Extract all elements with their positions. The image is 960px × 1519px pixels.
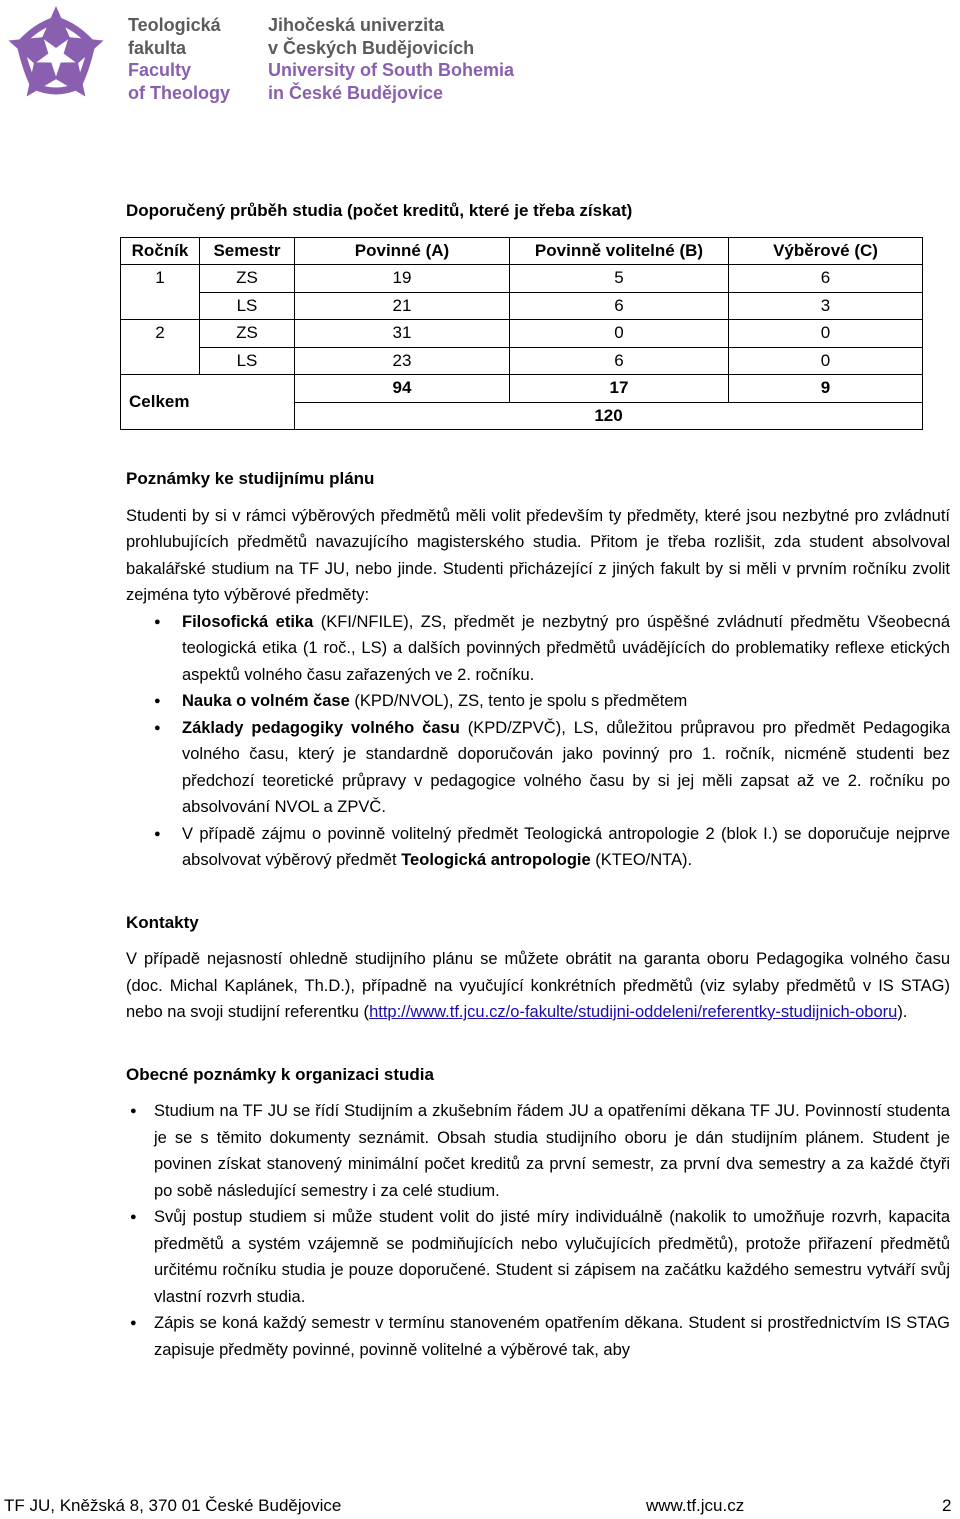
list-item	[126, 688, 950, 715]
uni-cz-line2: v Českých Budějovicích	[268, 37, 475, 58]
th-semestr: Semestr	[200, 237, 295, 265]
contacts-title: Kontakty	[126, 912, 199, 932]
cell-b: 6	[510, 292, 729, 320]
cell-c: 0	[729, 320, 923, 348]
th-rocnik: Ročník	[121, 237, 200, 265]
cell-semester: LS	[200, 347, 295, 375]
cell-a: 21	[295, 292, 510, 320]
cell-semester: ZS	[200, 265, 295, 293]
subject-note: (KTEO/NTA).	[590, 851, 693, 869]
page-number: 2	[942, 1496, 952, 1515]
contacts-text-end: ).	[897, 1003, 908, 1021]
cell-a: 31	[295, 320, 510, 348]
faculty-name	[128, 14, 230, 104]
total-c: 9	[729, 375, 923, 403]
total-a: 94	[295, 375, 510, 403]
list-item: ● Studium na TF JU se řídí Studijním a zkušebním řádem JU a opatřeními děkana TF JU. Povinností studenta je se s těmito dokumenty seznámit. Obsah studia studijního oboru je dán studijním plánem. Student je povinen získat stanovený minimální počet kreditů za první semestr, za první dva semestry a za každé čtyři po sobě následující semestry i za celé studium.	[126, 1098, 950, 1204]
table-row	[121, 347, 923, 375]
cell-semester: ZS	[200, 320, 295, 348]
contacts-text: V případě nejasností ohledně studijního plánu se můžete obrátit na garanta oboru Pedagogika volného času (doc. Michal Kaplánek, Th.D.), případně na vyučující konkrétních předmětů (viz sylaby předmětů v IS STAG) nebo na svoji studijní referentku (	[126, 950, 950, 1021]
faculty-en-line1: Faculty	[128, 60, 192, 80]
subject-name: Teologická antropologie	[401, 851, 591, 869]
cell-b: 6	[510, 347, 729, 375]
table-row	[121, 320, 923, 348]
cell-year	[121, 347, 200, 375]
footer-address: TF JU, Kněžská 8, 370 01 České Budějovice	[4, 1496, 342, 1515]
subject-note: (KPD/ZPVČ), LS, důležitou průpravou pro předmět Pedagogika volného času, který je standardně doporučován jako povinný pro 1. ročník, nicméně studenti bez předchozí teoretické průpravy v pedagogice volného času by si jej měli zapsat až ve 2. ročníku po absolvování NVOL a ZPVČ.	[182, 718, 951, 816]
subject-note: (KFI/NFILE), ZS, předmět je nezbytný pro úspěšné zvládnutí předmětu Všeobecná teologická etika (1 roč., LS) a dalších povinných předmětů uvádějících do problematiky reflexe etických aspektů volného času zařazených ve 2. ročníku.	[182, 612, 950, 684]
flower-logo-icon	[0, 2, 112, 106]
general-title: Obecné poznámky k organizaci studia	[126, 1064, 434, 1084]
cell-b: 0	[510, 320, 729, 348]
cell-a: 19	[295, 265, 510, 293]
subject-name: Nauka o volném čase	[182, 692, 350, 710]
faculty-cz-line2: fakulta	[128, 37, 187, 58]
contacts-paragraph	[126, 946, 950, 1026]
cell-year	[121, 292, 200, 320]
cell-c: 6	[729, 265, 923, 293]
th-povinne: Povinné (A)	[295, 237, 510, 265]
total-row	[121, 375, 923, 403]
subject-note: (KPD/NVOL), ZS, tento je spolu s předmětem	[349, 692, 688, 710]
faculty-en-line2: of Theology	[128, 82, 230, 103]
study-plan-table	[120, 237, 923, 431]
total-b: 17	[510, 375, 729, 403]
faculty-cz-line1: Teologická	[128, 15, 221, 35]
footer-web: www.tf.jcu.cz	[646, 1496, 745, 1515]
subject-name: Základy pedagogiky volného času	[182, 718, 460, 737]
list-item	[126, 715, 950, 821]
table-row	[121, 265, 923, 293]
subject-note: V případě zájmu o povinně volitelný předmět Teologická antropologie 2 (blok I.) se doporučuje nejprve absolvovat výběrový předmět	[182, 824, 950, 869]
list-item	[126, 609, 950, 689]
uni-en-line1: University of South Bohemia	[268, 60, 515, 80]
notes-paragraph: Studenti by si v rámci výběrových předmětů měli volit především ty předměty, které jsou nezbytné pro zvládnutí prohlubujících předmětů navazujícího magisterského studia. Přitom je třeba rozlišit, zda student absolvoval bakalářské studium na TF JU, nebo jinde. Studenti přicházející z jiných fakult by si měli v prvním ročníku zvolit zejména tyto výběrové předměty:	[126, 506, 950, 604]
notes-title: Poznámky ke studijnímu plánu	[126, 469, 375, 488]
uni-cz-line1: Jihočeská univerzita	[268, 15, 445, 35]
uni-en-line2: in České Budějovice	[268, 82, 444, 103]
subject-name: Filosofická etika	[182, 612, 314, 631]
list-item	[126, 821, 950, 874]
total-label: Celkem	[121, 375, 295, 430]
cell-c: 3	[729, 292, 923, 320]
referent-link[interactable]: http://www.tf.jcu.cz/o-fakulte/studijni-oddeleni/referentky-studijnich-oboru	[369, 1003, 898, 1021]
university-name	[268, 14, 514, 104]
notes-list	[126, 609, 950, 874]
cell-b: 5	[510, 265, 729, 293]
general-list	[126, 1098, 950, 1363]
cell-a: 23	[295, 347, 510, 375]
th-vyberove: Výběrové (C)	[729, 237, 923, 265]
cell-year: 2	[121, 320, 200, 348]
table-row	[121, 292, 923, 320]
plan-title: Doporučený průběh studia (počet kreditů, které je třeba získat)	[126, 201, 633, 220]
th-povinne-volitelne: Povinně volitelné (B)	[510, 237, 729, 265]
cell-c: 0	[729, 347, 923, 375]
page-header	[0, 0, 560, 110]
cell-semester: LS	[200, 292, 295, 320]
list-item: ● Zápis se koná každý semestr v termínu stanoveném opatřením děkana. Student si prostřednictvím IS STAG zapisuje předměty povinné, povinně volitelné a výběrové tak, aby	[126, 1310, 950, 1363]
document-body	[126, 198, 950, 1363]
table-header-row	[121, 237, 923, 265]
cell-year: 1	[121, 265, 200, 293]
list-item: ● Svůj postup studiem si může student volit do jisté míry individuálně (nakolik to umožňuje rozvrh, kapacita předmětů a systém vzájemně se podmiňujících nebo vylučujících předmětů), protože přiřazení předmětů určitému ročníku studia je pouze doporučené. Student si zápisem na začátku každého semestru vytváří svůj vlastní rozvrh studia.	[126, 1204, 950, 1310]
grand-total: 120	[295, 402, 923, 430]
